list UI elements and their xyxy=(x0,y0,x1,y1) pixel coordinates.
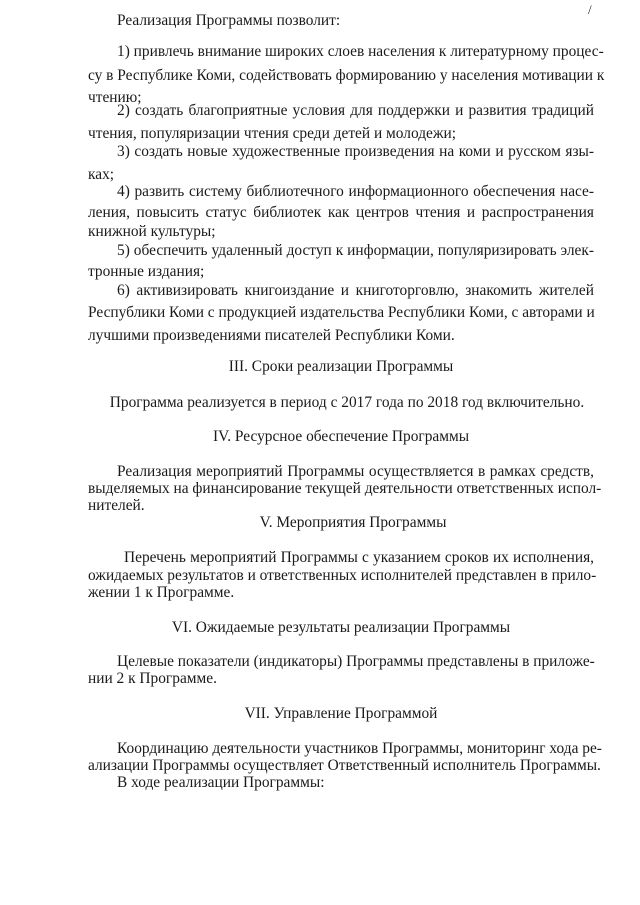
list-item-2-line-2: чтения, популяризации чтения среди детей и молодежи; xyxy=(88,125,457,142)
section-7-heading: VII. Управление Программой xyxy=(244,705,438,722)
page-mark: / xyxy=(588,2,592,17)
list-item-4-line-2: ления, повысить статус библиотек как центров чтения и распространения xyxy=(88,204,594,221)
list-item-5-line-1: 5) обеспечить удаленный доступ к информации, популяризировать элек- xyxy=(117,242,594,259)
list-item-3-line-2: ках; xyxy=(88,166,115,183)
section-5-heading: V. Мероприятия Программы xyxy=(259,514,447,531)
list-item-1-line-2: су в Республике Коми, содействовать формированию у населения мотивации к xyxy=(88,67,605,84)
list-item-3-line-1: 3) создать новые художественные произведения на коми и русском язы- xyxy=(117,143,594,160)
section-5-text-line-2: ожидаемых результатов и ответственных исполнителей представлен в прило- xyxy=(88,567,597,584)
list-item-6-line-3: лучшими произведениями писателей Республики Коми. xyxy=(88,327,455,344)
section-4-text-line-3: нителей. xyxy=(88,497,145,514)
section-6-text-line-2: нии 2 к Программе. xyxy=(88,670,217,687)
section-6-text-line-1: Целевые показатели (индикаторы) Программы представлены в приложе- xyxy=(117,653,595,670)
list-item-4-line-1: 4) развить систему библиотечного информационного обеспечения насе- xyxy=(117,183,594,200)
list-item-6-line-2: Республики Коми с продукцией издательства Республики Коми, с авторами и xyxy=(88,304,595,321)
list-item-4-line-3: книжной культуры; xyxy=(88,223,216,240)
section-7-text-line-3: В ходе реализации Программы: xyxy=(117,774,325,791)
intro-text: Реализация Программы позволит: xyxy=(117,12,341,29)
section-4-text-line-2: выделяемых на финансирование текущей деятельности ответственных испол- xyxy=(88,480,602,497)
list-item-6-line-1: 6) активизировать книгоиздание и книготорговлю, знакомить жителей xyxy=(117,282,594,299)
section-4-text-line-1: Реализация мероприятий Программы осуществляется в рамках средств, xyxy=(117,463,594,480)
section-7-text-line-1: Координацию деятельности участников Программы, мониторинг хода ре- xyxy=(117,740,602,757)
list-item-1-line-3: чтению; xyxy=(88,89,142,106)
list-item-5-line-2: тронные издания; xyxy=(88,263,205,280)
section-3-text-line-1: Программа реализуется в период с 2017 года по 2018 год включительно. xyxy=(109,394,585,411)
section-5-text-line-1: Перечень мероприятий Программы с указанием сроков их исполнения, xyxy=(124,549,594,566)
section-6-heading: VI. Ожидаемые результаты реализации Программы xyxy=(171,619,511,636)
section-4-heading: IV. Ресурсное обеспечение Программы xyxy=(212,428,470,445)
section-5-text-line-3: жении 1 к Программе. xyxy=(88,584,235,601)
section-3-heading: III. Сроки реализации Программы xyxy=(228,358,454,375)
list-item-1-line-1: 1) привлечь внимание широких слоев населения к литературному процес- xyxy=(117,43,604,60)
section-7-text-line-2: ализации Программы осуществляет Ответственный исполнитель Программы. xyxy=(88,757,601,774)
list-item-2-line-1: 2) создать благоприятные условия для поддержки и развития традиций xyxy=(117,102,594,119)
